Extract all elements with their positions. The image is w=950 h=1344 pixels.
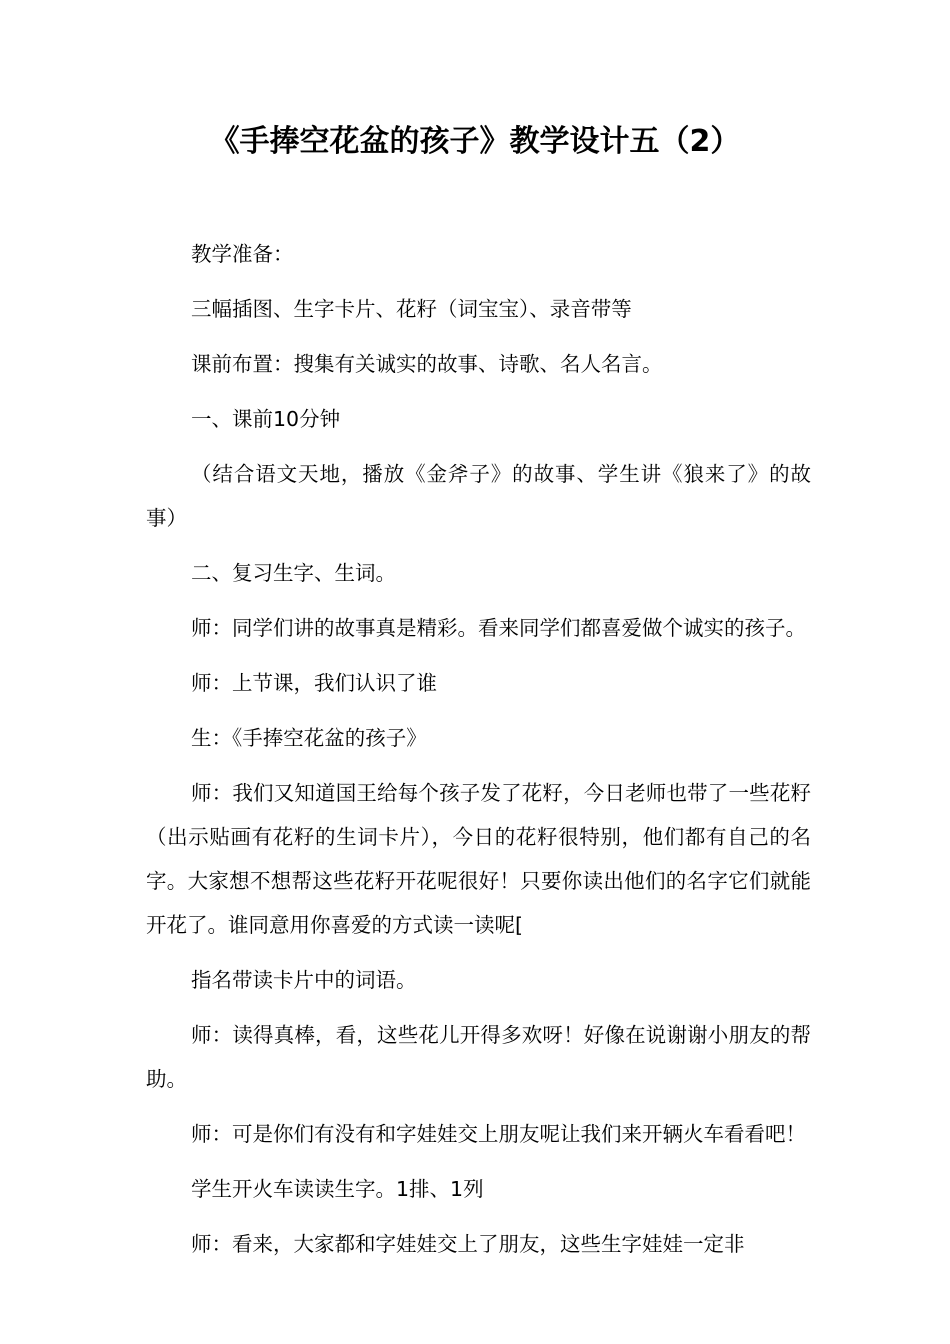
paragraph: 师：读得真棒，看，这些花儿开得多欢呀！好像在说谢谢小朋友的帮助。 [146,1023,811,1091]
paragraph: 教学准备： [191,242,294,266]
paragraph: 课前布置：搜集有关诚实的故事、诗歌、名人名言。 [191,352,663,376]
paragraph: （结合语文天地，播放《金斧子》的故事、学生讲《狼来了》的故事） [146,462,811,530]
paragraph: 指名带读卡片中的词语。 [191,968,417,992]
paragraph: 师：可是你们有没有和字娃娃交上朋友呢让我们来开辆火车看看吧！ [191,1122,806,1146]
paragraph: 师：同学们讲的故事真是精彩。看来同学们都喜爱做个诚实的孩子。 [191,616,806,640]
document-body [146,232,811,1277]
paragraph: 生：《手捧空花盆的孩子》 [191,726,427,750]
paragraph: 师：上节课，我们认识了谁 [191,671,437,695]
document-title: 《手捧空花盆的孩子》教学设计五（2） [209,124,741,159]
paragraph: 二、复习生字、生词。 [191,561,396,585]
paragraph: 一、课前10分钟 [191,407,341,431]
paragraph: 师：看来，大家都和字娃娃交上了朋友，这些生字娃娃一定非 [191,1232,745,1256]
paragraph: 师：我们又知道国王给每个孩子发了花籽，今日老师也带了一些花籽（出示贴画有花籽的生词卡片），今日的花籽很特别，他们都有自己的名字。大家想不想帮这些花籽开花呢很好！只要你读出他们的名字它们就能开花了。谁同意用你喜爱的方式读一读呢[ [146,781,811,937]
paragraph: 学生开火车读读生字。1排、1列 [191,1177,484,1201]
paragraph: 三幅插图、生字卡片、花籽（词宝宝）、录音带等 [191,297,632,321]
